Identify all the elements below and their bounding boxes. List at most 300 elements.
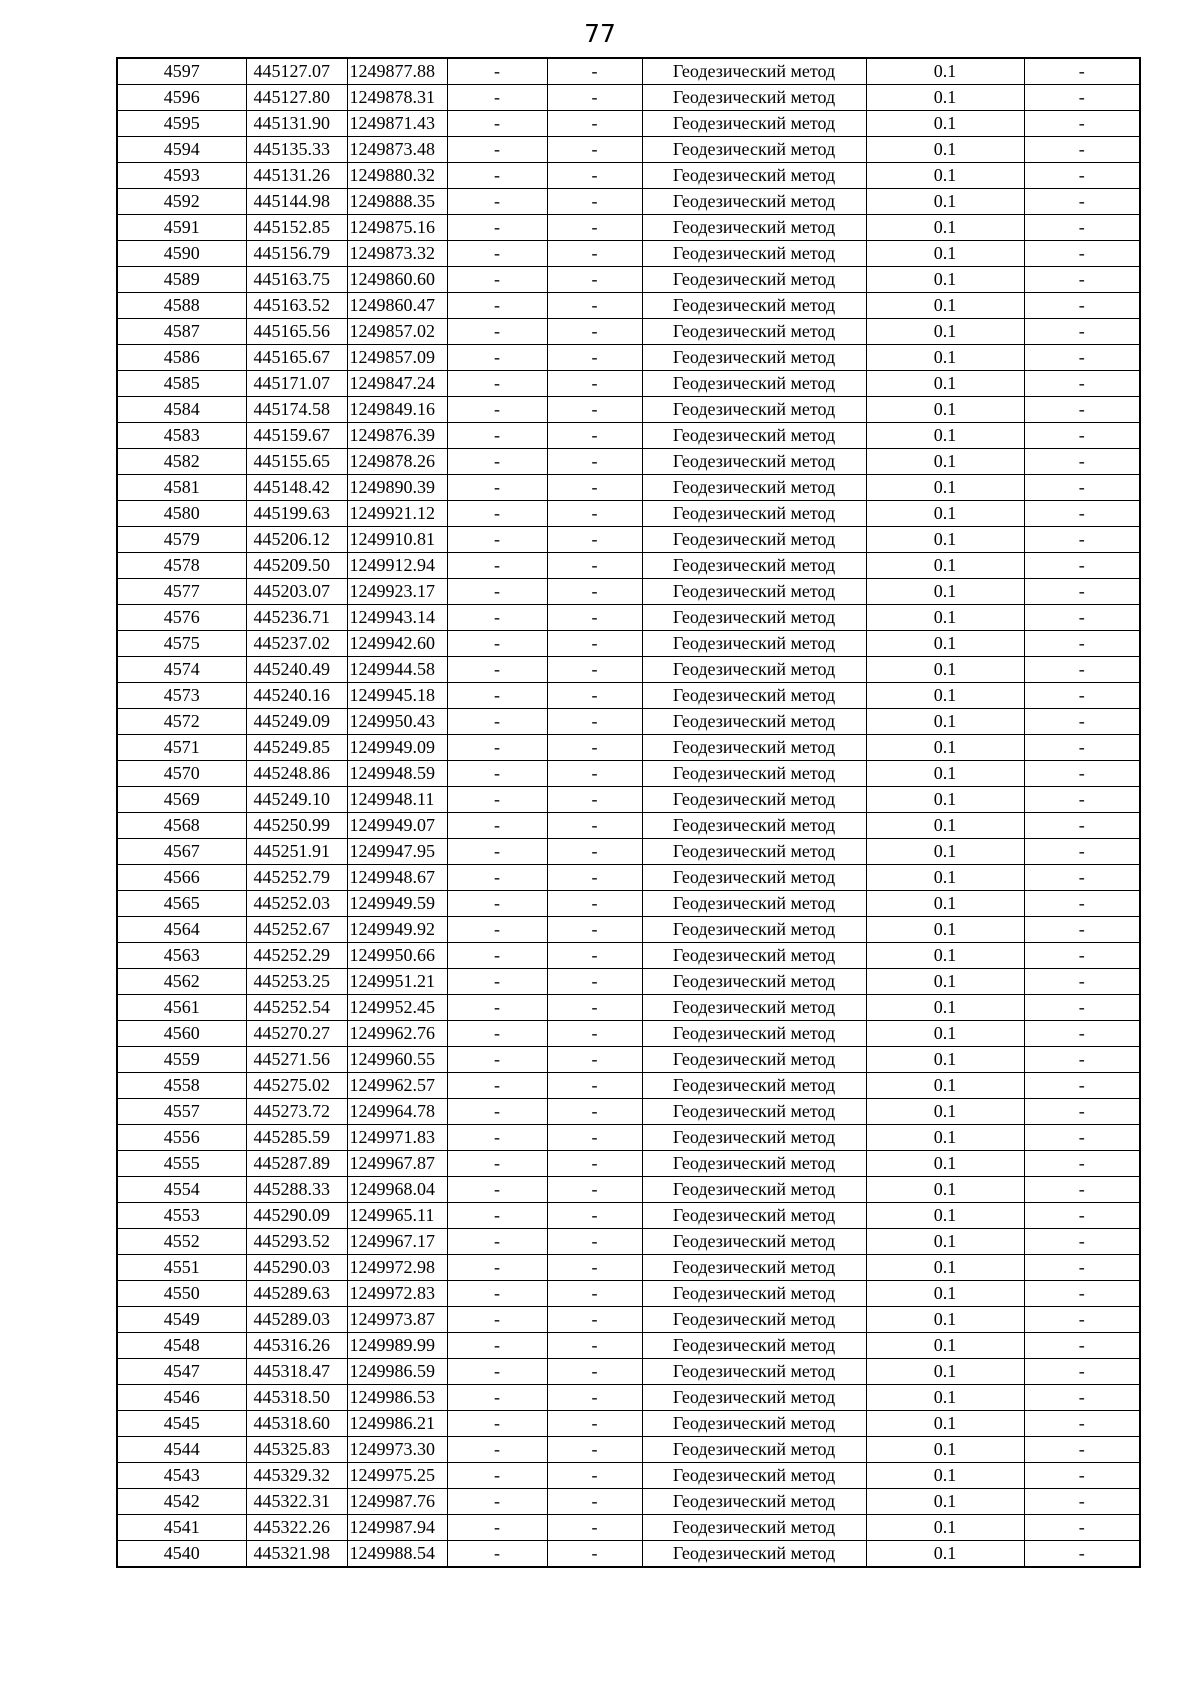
dash-cell: - <box>447 891 547 917</box>
method-cell: Геодезический метод <box>642 1203 866 1229</box>
dash-cell: - <box>447 1281 547 1307</box>
table-row <box>117 709 1140 735</box>
point-number-cell: 4557 <box>117 1099 246 1125</box>
dash-cell: - <box>447 423 547 449</box>
method-cell: Геодезический метод <box>642 1515 866 1541</box>
table-row <box>117 1073 1140 1099</box>
table-row <box>117 657 1140 683</box>
point-number-cell: 4546 <box>117 1385 246 1411</box>
dash-cell: - <box>547 1099 642 1125</box>
method-cell: Геодезический метод <box>642 969 866 995</box>
dash-cell: - <box>1024 85 1140 111</box>
dash-cell: - <box>1024 943 1140 969</box>
dash-cell: - <box>447 267 547 293</box>
dash-cell: - <box>1024 1385 1140 1411</box>
dash-cell: - <box>447 657 547 683</box>
dash-cell: - <box>1024 839 1140 865</box>
point-number-cell: 4544 <box>117 1437 246 1463</box>
x-coordinate-cell: 445271.56 <box>246 1047 347 1073</box>
dash-cell: - <box>1024 1307 1140 1333</box>
dash-cell: - <box>447 319 547 345</box>
dash-cell: - <box>447 397 547 423</box>
accuracy-cell: 0.1 <box>866 1125 1024 1151</box>
point-number-cell: 4573 <box>117 683 246 709</box>
x-coordinate-cell: 445250.99 <box>246 813 347 839</box>
table-row <box>117 1021 1140 1047</box>
accuracy-cell: 0.1 <box>866 1229 1024 1255</box>
dash-cell: - <box>547 1073 642 1099</box>
dash-cell: - <box>447 761 547 787</box>
y-coordinate-cell: 1249876.39 <box>347 423 447 449</box>
point-number-cell: 4586 <box>117 345 246 371</box>
y-coordinate-cell: 1249972.98 <box>347 1255 447 1281</box>
y-coordinate-cell: 1249973.87 <box>347 1307 447 1333</box>
x-coordinate-cell: 445252.79 <box>246 865 347 891</box>
dash-cell: - <box>447 1047 547 1073</box>
table-row <box>117 1411 1140 1437</box>
dash-cell: - <box>1024 345 1140 371</box>
x-coordinate-cell: 445290.03 <box>246 1255 347 1281</box>
dash-cell: - <box>447 1359 547 1385</box>
accuracy-cell: 0.1 <box>866 345 1024 371</box>
accuracy-cell: 0.1 <box>866 1463 1024 1489</box>
dash-cell: - <box>447 1021 547 1047</box>
table-row <box>117 58 1140 85</box>
dash-cell: - <box>447 995 547 1021</box>
x-coordinate-cell: 445273.72 <box>246 1099 347 1125</box>
x-coordinate-cell: 445321.98 <box>246 1541 347 1568</box>
table-body <box>117 58 1140 1567</box>
dash-cell: - <box>547 1385 642 1411</box>
method-cell: Геодезический метод <box>642 839 866 865</box>
y-coordinate-cell: 1249949.92 <box>347 917 447 943</box>
point-number-cell: 4572 <box>117 709 246 735</box>
y-coordinate-cell: 1249973.30 <box>347 1437 447 1463</box>
point-number-cell: 4588 <box>117 293 246 319</box>
accuracy-cell: 0.1 <box>866 267 1024 293</box>
accuracy-cell: 0.1 <box>866 449 1024 475</box>
table-row <box>117 293 1140 319</box>
dash-cell: - <box>1024 111 1140 137</box>
table-row <box>117 1203 1140 1229</box>
dash-cell: - <box>1024 1463 1140 1489</box>
table-row <box>117 683 1140 709</box>
y-coordinate-cell: 1249890.39 <box>347 475 447 501</box>
accuracy-cell: 0.1 <box>866 1203 1024 1229</box>
dash-cell: - <box>447 1177 547 1203</box>
y-coordinate-cell: 1249947.95 <box>347 839 447 865</box>
y-coordinate-cell: 1249986.21 <box>347 1411 447 1437</box>
dash-cell: - <box>547 1411 642 1437</box>
y-coordinate-cell: 1249962.76 <box>347 1021 447 1047</box>
table-row <box>117 1047 1140 1073</box>
table-row <box>117 85 1140 111</box>
dash-cell: - <box>1024 761 1140 787</box>
table-row <box>117 111 1140 137</box>
dash-cell: - <box>447 865 547 891</box>
x-coordinate-cell: 445199.63 <box>246 501 347 527</box>
dash-cell: - <box>1024 1047 1140 1073</box>
dash-cell: - <box>1024 813 1140 839</box>
x-coordinate-cell: 445325.83 <box>246 1437 347 1463</box>
accuracy-cell: 0.1 <box>866 1099 1024 1125</box>
dash-cell: - <box>1024 1203 1140 1229</box>
y-coordinate-cell: 1249951.21 <box>347 969 447 995</box>
accuracy-cell: 0.1 <box>866 58 1024 85</box>
point-number-cell: 4560 <box>117 1021 246 1047</box>
table-row <box>117 501 1140 527</box>
table-row <box>117 839 1140 865</box>
x-coordinate-cell: 445316.26 <box>246 1333 347 1359</box>
dash-cell: - <box>1024 631 1140 657</box>
accuracy-cell: 0.1 <box>866 371 1024 397</box>
dash-cell: - <box>547 163 642 189</box>
table-row <box>117 579 1140 605</box>
dash-cell: - <box>447 215 547 241</box>
dash-cell: - <box>447 371 547 397</box>
dash-cell: - <box>447 1333 547 1359</box>
accuracy-cell: 0.1 <box>866 293 1024 319</box>
method-cell: Геодезический метод <box>642 553 866 579</box>
x-coordinate-cell: 445289.03 <box>246 1307 347 1333</box>
dash-cell: - <box>547 111 642 137</box>
point-number-cell: 4579 <box>117 527 246 553</box>
accuracy-cell: 0.1 <box>866 1047 1024 1073</box>
dash-cell: - <box>447 1385 547 1411</box>
dash-cell: - <box>1024 1151 1140 1177</box>
dash-cell: - <box>547 85 642 111</box>
table-row <box>117 1541 1140 1568</box>
x-coordinate-cell: 445287.89 <box>246 1151 347 1177</box>
point-number-cell: 4581 <box>117 475 246 501</box>
dash-cell: - <box>1024 995 1140 1021</box>
point-number-cell: 4566 <box>117 865 246 891</box>
point-number-cell: 4596 <box>117 85 246 111</box>
dash-cell: - <box>547 865 642 891</box>
dash-cell: - <box>1024 189 1140 215</box>
method-cell: Геодезический метод <box>642 137 866 163</box>
dash-cell: - <box>447 1489 547 1515</box>
point-number-cell: 4597 <box>117 58 246 85</box>
dash-cell: - <box>447 1463 547 1489</box>
point-number-cell: 4559 <box>117 1047 246 1073</box>
method-cell: Геодезический метод <box>642 1229 866 1255</box>
x-coordinate-cell: 445270.27 <box>246 1021 347 1047</box>
x-coordinate-cell: 445322.31 <box>246 1489 347 1515</box>
point-number-cell: 4585 <box>117 371 246 397</box>
dash-cell: - <box>1024 553 1140 579</box>
dash-cell: - <box>447 475 547 501</box>
accuracy-cell: 0.1 <box>866 111 1024 137</box>
method-cell: Геодезический метод <box>642 371 866 397</box>
y-coordinate-cell: 1249986.59 <box>347 1359 447 1385</box>
accuracy-cell: 0.1 <box>866 475 1024 501</box>
x-coordinate-cell: 445322.26 <box>246 1515 347 1541</box>
point-number-cell: 4540 <box>117 1541 246 1568</box>
y-coordinate-cell: 1249967.87 <box>347 1151 447 1177</box>
dash-cell: - <box>547 1489 642 1515</box>
x-coordinate-cell: 445148.42 <box>246 475 347 501</box>
table-row <box>117 189 1140 215</box>
dash-cell: - <box>1024 969 1140 995</box>
accuracy-cell: 0.1 <box>866 137 1024 163</box>
dash-cell: - <box>547 735 642 761</box>
dash-cell: - <box>447 137 547 163</box>
y-coordinate-cell: 1249965.11 <box>347 1203 447 1229</box>
table-row <box>117 215 1140 241</box>
dash-cell: - <box>547 787 642 813</box>
point-number-cell: 4575 <box>117 631 246 657</box>
point-number-cell: 4558 <box>117 1073 246 1099</box>
point-number-cell: 4578 <box>117 553 246 579</box>
x-coordinate-cell: 445252.67 <box>246 917 347 943</box>
x-coordinate-cell: 445127.07 <box>246 58 347 85</box>
table-row <box>117 631 1140 657</box>
accuracy-cell: 0.1 <box>866 1411 1024 1437</box>
accuracy-cell: 0.1 <box>866 1541 1024 1568</box>
x-coordinate-cell: 445318.47 <box>246 1359 347 1385</box>
dash-cell: - <box>547 709 642 735</box>
dash-cell: - <box>547 1047 642 1073</box>
method-cell: Геодезический метод <box>642 1463 866 1489</box>
method-cell: Геодезический метод <box>642 1151 866 1177</box>
dash-cell: - <box>447 58 547 85</box>
dash-cell: - <box>547 1333 642 1359</box>
dash-cell: - <box>1024 1333 1140 1359</box>
dash-cell: - <box>547 943 642 969</box>
dash-cell: - <box>447 1437 547 1463</box>
method-cell: Геодезический метод <box>642 163 866 189</box>
dash-cell: - <box>447 1073 547 1099</box>
point-number-cell: 4583 <box>117 423 246 449</box>
dash-cell: - <box>547 475 642 501</box>
accuracy-cell: 0.1 <box>866 995 1024 1021</box>
y-coordinate-cell: 1249971.83 <box>347 1125 447 1151</box>
x-coordinate-cell: 445329.32 <box>246 1463 347 1489</box>
table-row <box>117 267 1140 293</box>
y-coordinate-cell: 1249880.32 <box>347 163 447 189</box>
dash-cell: - <box>447 683 547 709</box>
dash-cell: - <box>1024 527 1140 553</box>
dash-cell: - <box>447 111 547 137</box>
dash-cell: - <box>547 839 642 865</box>
x-coordinate-cell: 445285.59 <box>246 1125 347 1151</box>
dash-cell: - <box>1024 137 1140 163</box>
table-row <box>117 1151 1140 1177</box>
dash-cell: - <box>1024 787 1140 813</box>
method-cell: Геодезический метод <box>642 631 866 657</box>
x-coordinate-cell: 445251.91 <box>246 839 347 865</box>
method-cell: Геодезический метод <box>642 813 866 839</box>
point-number-cell: 4541 <box>117 1515 246 1541</box>
method-cell: Геодезический метод <box>642 735 866 761</box>
method-cell: Геодезический метод <box>642 1281 866 1307</box>
x-coordinate-cell: 445252.54 <box>246 995 347 1021</box>
dash-cell: - <box>547 267 642 293</box>
dash-cell: - <box>1024 1125 1140 1151</box>
dash-cell: - <box>547 501 642 527</box>
table-row <box>117 137 1140 163</box>
dash-cell: - <box>1024 709 1140 735</box>
dash-cell: - <box>547 1281 642 1307</box>
dash-cell: - <box>547 449 642 475</box>
point-number-cell: 4542 <box>117 1489 246 1515</box>
y-coordinate-cell: 1249988.54 <box>347 1541 447 1568</box>
table-row <box>117 397 1140 423</box>
dash-cell: - <box>1024 891 1140 917</box>
method-cell: Геодезический метод <box>642 58 866 85</box>
y-coordinate-cell: 1249857.09 <box>347 345 447 371</box>
y-coordinate-cell: 1249952.45 <box>347 995 447 1021</box>
point-number-cell: 4577 <box>117 579 246 605</box>
point-number-cell: 4547 <box>117 1359 246 1385</box>
dash-cell: - <box>1024 449 1140 475</box>
method-cell: Геодезический метод <box>642 1385 866 1411</box>
dash-cell: - <box>547 1515 642 1541</box>
dash-cell: - <box>547 969 642 995</box>
dash-cell: - <box>1024 1541 1140 1568</box>
dash-cell: - <box>547 58 642 85</box>
dash-cell: - <box>1024 215 1140 241</box>
method-cell: Геодезический метод <box>642 1047 866 1073</box>
accuracy-cell: 0.1 <box>866 787 1024 813</box>
dash-cell: - <box>447 1307 547 1333</box>
dash-cell: - <box>547 423 642 449</box>
y-coordinate-cell: 1249968.04 <box>347 1177 447 1203</box>
point-number-cell: 4567 <box>117 839 246 865</box>
y-coordinate-cell: 1249972.83 <box>347 1281 447 1307</box>
dash-cell: - <box>547 189 642 215</box>
x-coordinate-cell: 445155.65 <box>246 449 347 475</box>
dash-cell: - <box>1024 58 1140 85</box>
dash-cell: - <box>447 241 547 267</box>
table-row <box>117 319 1140 345</box>
method-cell: Геодезический метод <box>642 345 866 371</box>
accuracy-cell: 0.1 <box>866 1333 1024 1359</box>
point-number-cell: 4555 <box>117 1151 246 1177</box>
accuracy-cell: 0.1 <box>866 813 1024 839</box>
dash-cell: - <box>547 293 642 319</box>
x-coordinate-cell: 445165.56 <box>246 319 347 345</box>
dash-cell: - <box>447 969 547 995</box>
table-row <box>117 1307 1140 1333</box>
y-coordinate-cell: 1249871.43 <box>347 111 447 137</box>
y-coordinate-cell: 1249873.48 <box>347 137 447 163</box>
accuracy-cell: 0.1 <box>866 917 1024 943</box>
dash-cell: - <box>447 1125 547 1151</box>
table-row <box>117 553 1140 579</box>
dash-cell: - <box>547 579 642 605</box>
dash-cell: - <box>447 1255 547 1281</box>
point-number-cell: 4589 <box>117 267 246 293</box>
coordinates-table <box>116 57 1141 1568</box>
point-number-cell: 4550 <box>117 1281 246 1307</box>
accuracy-cell: 0.1 <box>866 709 1024 735</box>
dash-cell: - <box>547 1307 642 1333</box>
dash-cell: - <box>447 943 547 969</box>
x-coordinate-cell: 445203.07 <box>246 579 347 605</box>
y-coordinate-cell: 1249975.25 <box>347 1463 447 1489</box>
table-row <box>117 345 1140 371</box>
accuracy-cell: 0.1 <box>866 1021 1024 1047</box>
method-cell: Геодезический метод <box>642 1177 866 1203</box>
y-coordinate-cell: 1249944.58 <box>347 657 447 683</box>
dash-cell: - <box>1024 397 1140 423</box>
table-row <box>117 1489 1140 1515</box>
method-cell: Геодезический метод <box>642 709 866 735</box>
y-coordinate-cell: 1249921.12 <box>347 501 447 527</box>
table-row <box>117 371 1140 397</box>
dash-cell: - <box>547 553 642 579</box>
method-cell: Геодезический метод <box>642 1359 866 1385</box>
dash-cell: - <box>1024 657 1140 683</box>
accuracy-cell: 0.1 <box>866 189 1024 215</box>
x-coordinate-cell: 445159.67 <box>246 423 347 449</box>
point-number-cell: 4569 <box>117 787 246 813</box>
dash-cell: - <box>447 1541 547 1568</box>
method-cell: Геодезический метод <box>642 1255 866 1281</box>
y-coordinate-cell: 1249849.16 <box>347 397 447 423</box>
dash-cell: - <box>547 371 642 397</box>
dash-cell: - <box>1024 917 1140 943</box>
y-coordinate-cell: 1249950.43 <box>347 709 447 735</box>
table-row <box>117 813 1140 839</box>
y-coordinate-cell: 1249912.94 <box>347 553 447 579</box>
x-coordinate-cell: 445127.80 <box>246 85 347 111</box>
x-coordinate-cell: 445248.86 <box>246 761 347 787</box>
x-coordinate-cell: 445290.09 <box>246 1203 347 1229</box>
point-number-cell: 4562 <box>117 969 246 995</box>
y-coordinate-cell: 1249860.60 <box>347 267 447 293</box>
page-number: 77 <box>584 19 616 48</box>
table-row <box>117 891 1140 917</box>
method-cell: Геодезический метод <box>642 501 866 527</box>
dash-cell: - <box>447 345 547 371</box>
method-cell: Геодезический метод <box>642 1541 866 1568</box>
dash-cell: - <box>447 917 547 943</box>
dash-cell: - <box>447 293 547 319</box>
x-coordinate-cell: 445144.98 <box>246 189 347 215</box>
dash-cell: - <box>547 1151 642 1177</box>
dash-cell: - <box>547 1177 642 1203</box>
y-coordinate-cell: 1249989.99 <box>347 1333 447 1359</box>
point-number-cell: 4543 <box>117 1463 246 1489</box>
y-coordinate-cell: 1249960.55 <box>347 1047 447 1073</box>
dash-cell: - <box>447 813 547 839</box>
dash-cell: - <box>547 813 642 839</box>
accuracy-cell: 0.1 <box>866 1515 1024 1541</box>
x-coordinate-cell: 445135.33 <box>246 137 347 163</box>
accuracy-cell: 0.1 <box>866 241 1024 267</box>
method-cell: Геодезический метод <box>642 579 866 605</box>
y-coordinate-cell: 1249987.76 <box>347 1489 447 1515</box>
point-number-cell: 4564 <box>117 917 246 943</box>
y-coordinate-cell: 1249910.81 <box>347 527 447 553</box>
x-coordinate-cell: 445236.71 <box>246 605 347 631</box>
dash-cell: - <box>547 1463 642 1489</box>
method-cell: Геодезический метод <box>642 865 866 891</box>
method-cell: Геодезический метод <box>642 1437 866 1463</box>
dash-cell: - <box>1024 1437 1140 1463</box>
dash-cell: - <box>447 1515 547 1541</box>
point-number-cell: 4554 <box>117 1177 246 1203</box>
point-number-cell: 4571 <box>117 735 246 761</box>
method-cell: Геодезический метод <box>642 891 866 917</box>
x-coordinate-cell: 445206.12 <box>246 527 347 553</box>
accuracy-cell: 0.1 <box>866 1073 1024 1099</box>
accuracy-cell: 0.1 <box>866 1281 1024 1307</box>
y-coordinate-cell: 1249875.16 <box>347 215 447 241</box>
